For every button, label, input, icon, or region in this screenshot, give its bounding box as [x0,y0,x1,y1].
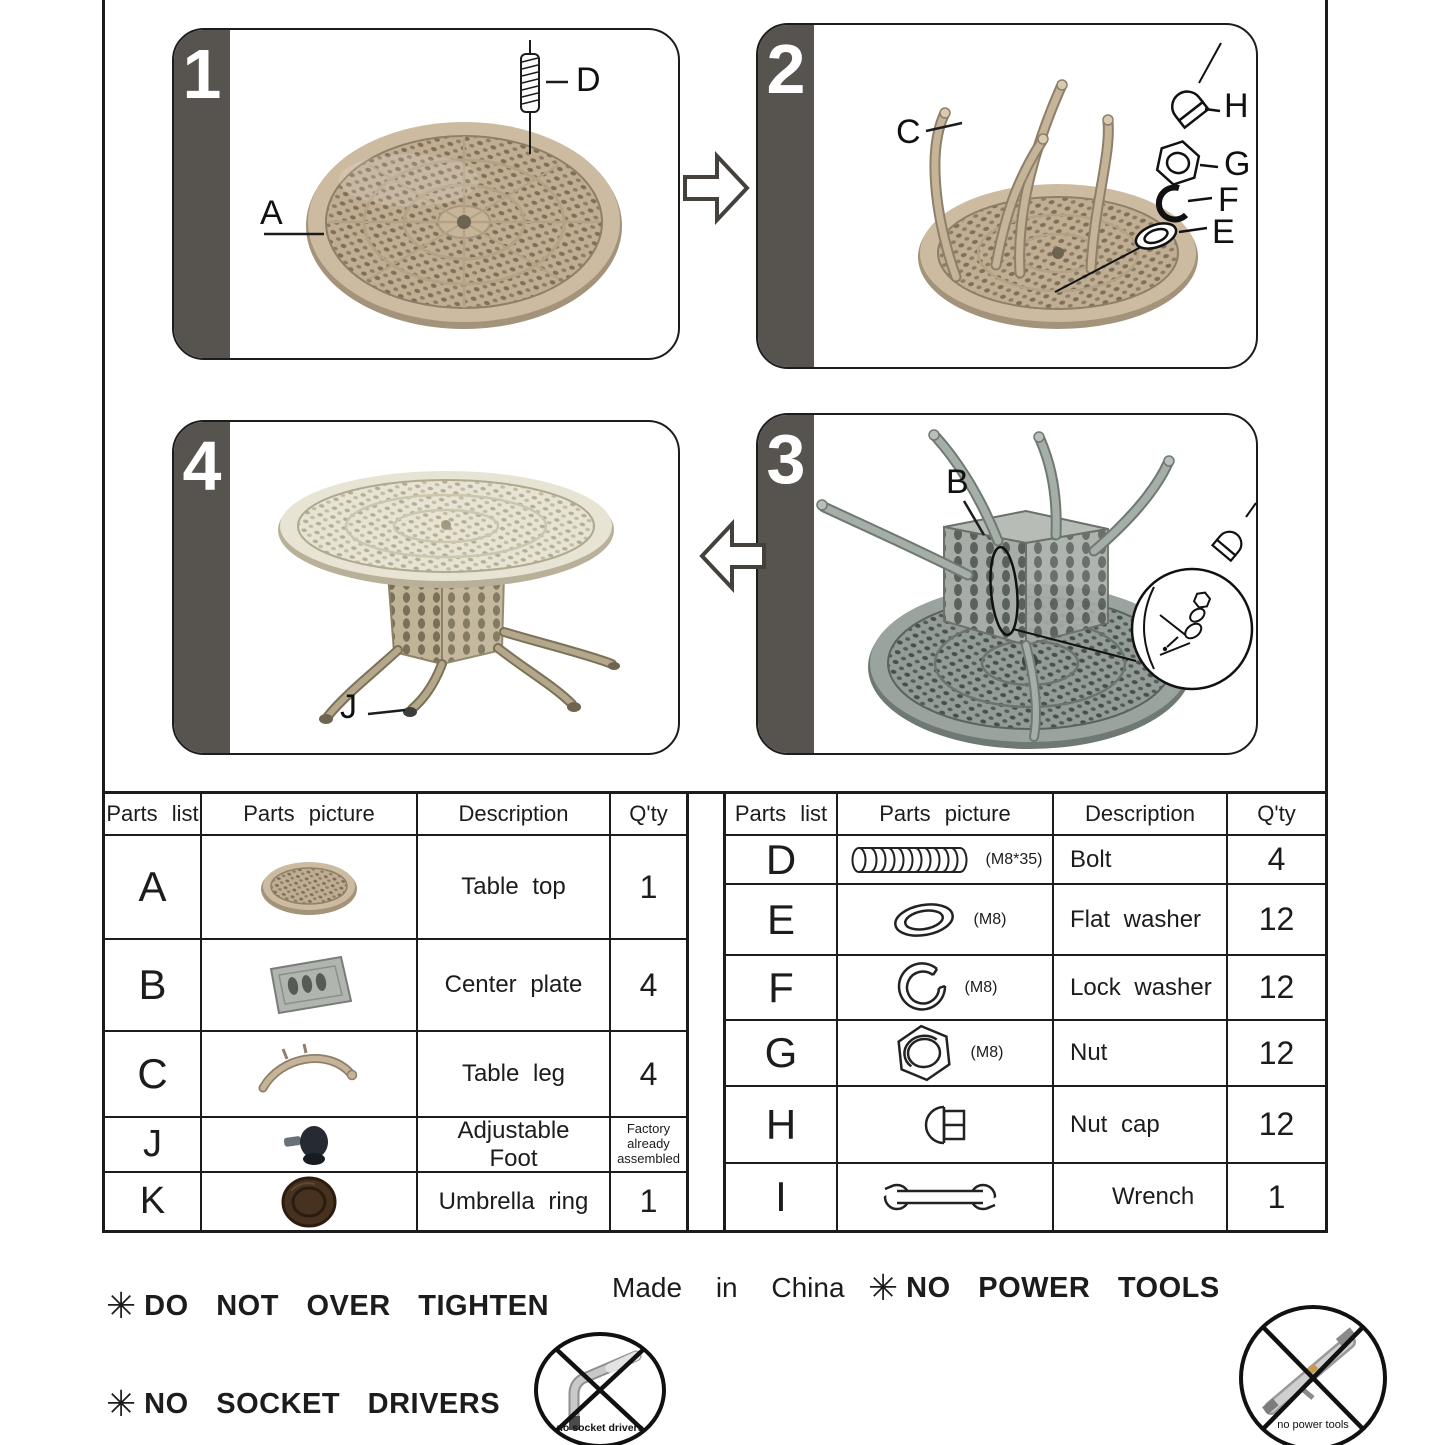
header-qty: Q'ty [611,794,686,834]
parts-table-right [723,791,1328,1233]
warning-text: DO NOT OVER TIGHTEN [144,1289,550,1322]
header-qty: Q'ty [1228,794,1325,834]
umbrella-ring-photo [274,1175,344,1229]
asterisk-icon: ✳ [868,1267,899,1308]
part-description: Lock washer [1054,956,1226,1019]
bolt-drawing-cell [838,836,1052,883]
part-description [418,1118,609,1171]
part-qty: 12 [1228,1087,1325,1162]
table-top-photo [306,122,622,329]
step-3-illustration [758,415,1256,753]
part-id: J [105,1118,200,1171]
part-qty-text: Factory already assembled [617,1121,680,1166]
part-qty: 4 [611,940,686,1030]
part-label-h: H [1224,87,1249,125]
flat-washer-drawing [884,897,964,943]
label-j-leader-line [368,710,405,714]
no-power-tools-icon [1237,1304,1389,1445]
part-spec: (M8*35) [985,850,1043,868]
step-4-tab [174,422,230,753]
center-plate-photo-small [202,940,416,1030]
step-3-number: 3 [766,420,806,498]
asterisk-icon: ✳ [106,1285,137,1326]
part-id: K [105,1173,200,1230]
part-qty: 12 [1228,956,1325,1019]
adjustable-foot-photo-small [202,1118,416,1171]
part-id: A [105,836,200,938]
part-label-e: E [1212,213,1235,251]
part-spec: (M8) [973,910,1007,928]
part-label-a: A [260,194,283,232]
magnified-inset [1132,569,1252,689]
part-qty: 1 [611,1173,686,1230]
center-plate-photo [257,949,361,1021]
step-2-illustration [758,25,1256,367]
part-qty: 12 [1228,885,1325,954]
part-id: F [726,956,836,1019]
cap-leader-line [1246,503,1256,517]
bolt-drawing [848,843,976,877]
part-description: Flat washer [1054,885,1226,954]
arrow-left-icon [698,514,768,598]
warning-no-socket-drivers [106,1383,501,1424]
step-1-number: 1 [182,35,222,113]
part-description: Table top [418,836,609,938]
no-socket-drivers-icon [532,1332,668,1445]
nut-drawing [887,1022,961,1084]
table-gap-strip [689,791,723,1233]
part-qty: 12 [1228,1021,1325,1085]
part-qty: 1 [611,836,686,938]
part-spec: (M8) [964,978,998,996]
flat-washer-drawing-cell [838,885,1052,954]
part-spec: (M8) [970,1044,1004,1061]
nut-callout [1155,138,1201,189]
part-description: Table leg [418,1032,609,1116]
part-id: B [105,940,200,1030]
umbrella-ring-photo-small [202,1173,416,1230]
step-4-number: 4 [182,427,222,505]
part-label-c: C [896,113,921,151]
part-qty: 4 [1228,836,1325,883]
warning-text: NO SOCKET DRIVERS [144,1387,501,1420]
parts-table-left [102,791,689,1233]
part-label-g: G [1224,145,1251,183]
wrench-drawing [875,1176,1005,1218]
asterisk-icon: ✳ [106,1383,137,1424]
lock-washer-drawing [893,959,955,1017]
part-qty: 4 [611,1032,686,1116]
part-description-text: Adjustable Foot [457,1118,570,1171]
step-panel-1 [172,28,680,360]
part-qty [611,1118,686,1171]
table-base-photo [817,430,1192,749]
part-label-d: D [576,61,601,99]
part-id: H [726,1087,836,1162]
nut-cap-callout [1166,86,1208,128]
icon-label: no socket drivers [556,1422,644,1434]
step-panel-3 [756,413,1258,755]
nut-cap-drawing-cell [838,1087,1052,1162]
header-description: Description [418,794,609,834]
icon-label: no power tools [1277,1419,1349,1431]
step-1-illustration [174,30,678,358]
assembled-table-photo [278,471,620,724]
warning-no-power-tools [868,1267,1220,1308]
header-parts-list: Parts list [105,794,200,834]
table-top-photo [254,855,364,919]
part-qty: 1 [1228,1164,1325,1230]
arrow-right-icon [681,146,751,230]
step-4-illustration [174,422,678,753]
step-2-number: 2 [766,30,806,108]
part-id: G [726,1021,836,1085]
part-label-j: J [340,688,357,726]
lock-washer-drawing-cell [838,956,1052,1019]
header-parts-list: Parts list [726,794,836,834]
part-label-f: F [1218,181,1239,219]
nut-cap-drawing [908,1100,972,1150]
made-in-china-text: Made in China [612,1272,845,1303]
table-top-photo-small [202,836,416,938]
adjustable-foot-photo [274,1120,344,1170]
inset-cap-drawing [1212,527,1246,561]
part-id: C [105,1032,200,1116]
part-description: Bolt [1054,836,1226,883]
step-panel-2 [756,23,1258,369]
header-parts-picture: Parts picture [838,794,1052,834]
warning-text: NO POWER TOOLS [906,1271,1220,1304]
table-leg-photo-small [202,1032,416,1116]
nut-drawing-cell [838,1021,1052,1085]
part-description: Center plate [418,940,609,1030]
table-leg-photo [253,1042,365,1106]
part-id: D [726,836,836,883]
part-description: Umbrella ring [418,1173,609,1230]
part-id: E [726,885,836,954]
part-description: Nut [1054,1021,1226,1085]
part-description: Nut cap [1054,1087,1226,1162]
step-1-tab [174,30,230,358]
wrench-drawing-cell [838,1164,1052,1230]
page-border-left [102,0,105,793]
header-description: Description [1054,794,1226,834]
page-border-right [1325,0,1328,793]
step-2-tab [758,25,814,367]
warning-do-not-over-tighten [106,1285,550,1326]
part-description: Wrench [1054,1164,1226,1230]
step-panel-4 [172,420,680,755]
part-label-b: B [946,463,969,501]
header-parts-picture: Parts picture [202,794,416,834]
table-top-upside-down-photo [918,184,1198,329]
part-id: I [726,1164,836,1230]
